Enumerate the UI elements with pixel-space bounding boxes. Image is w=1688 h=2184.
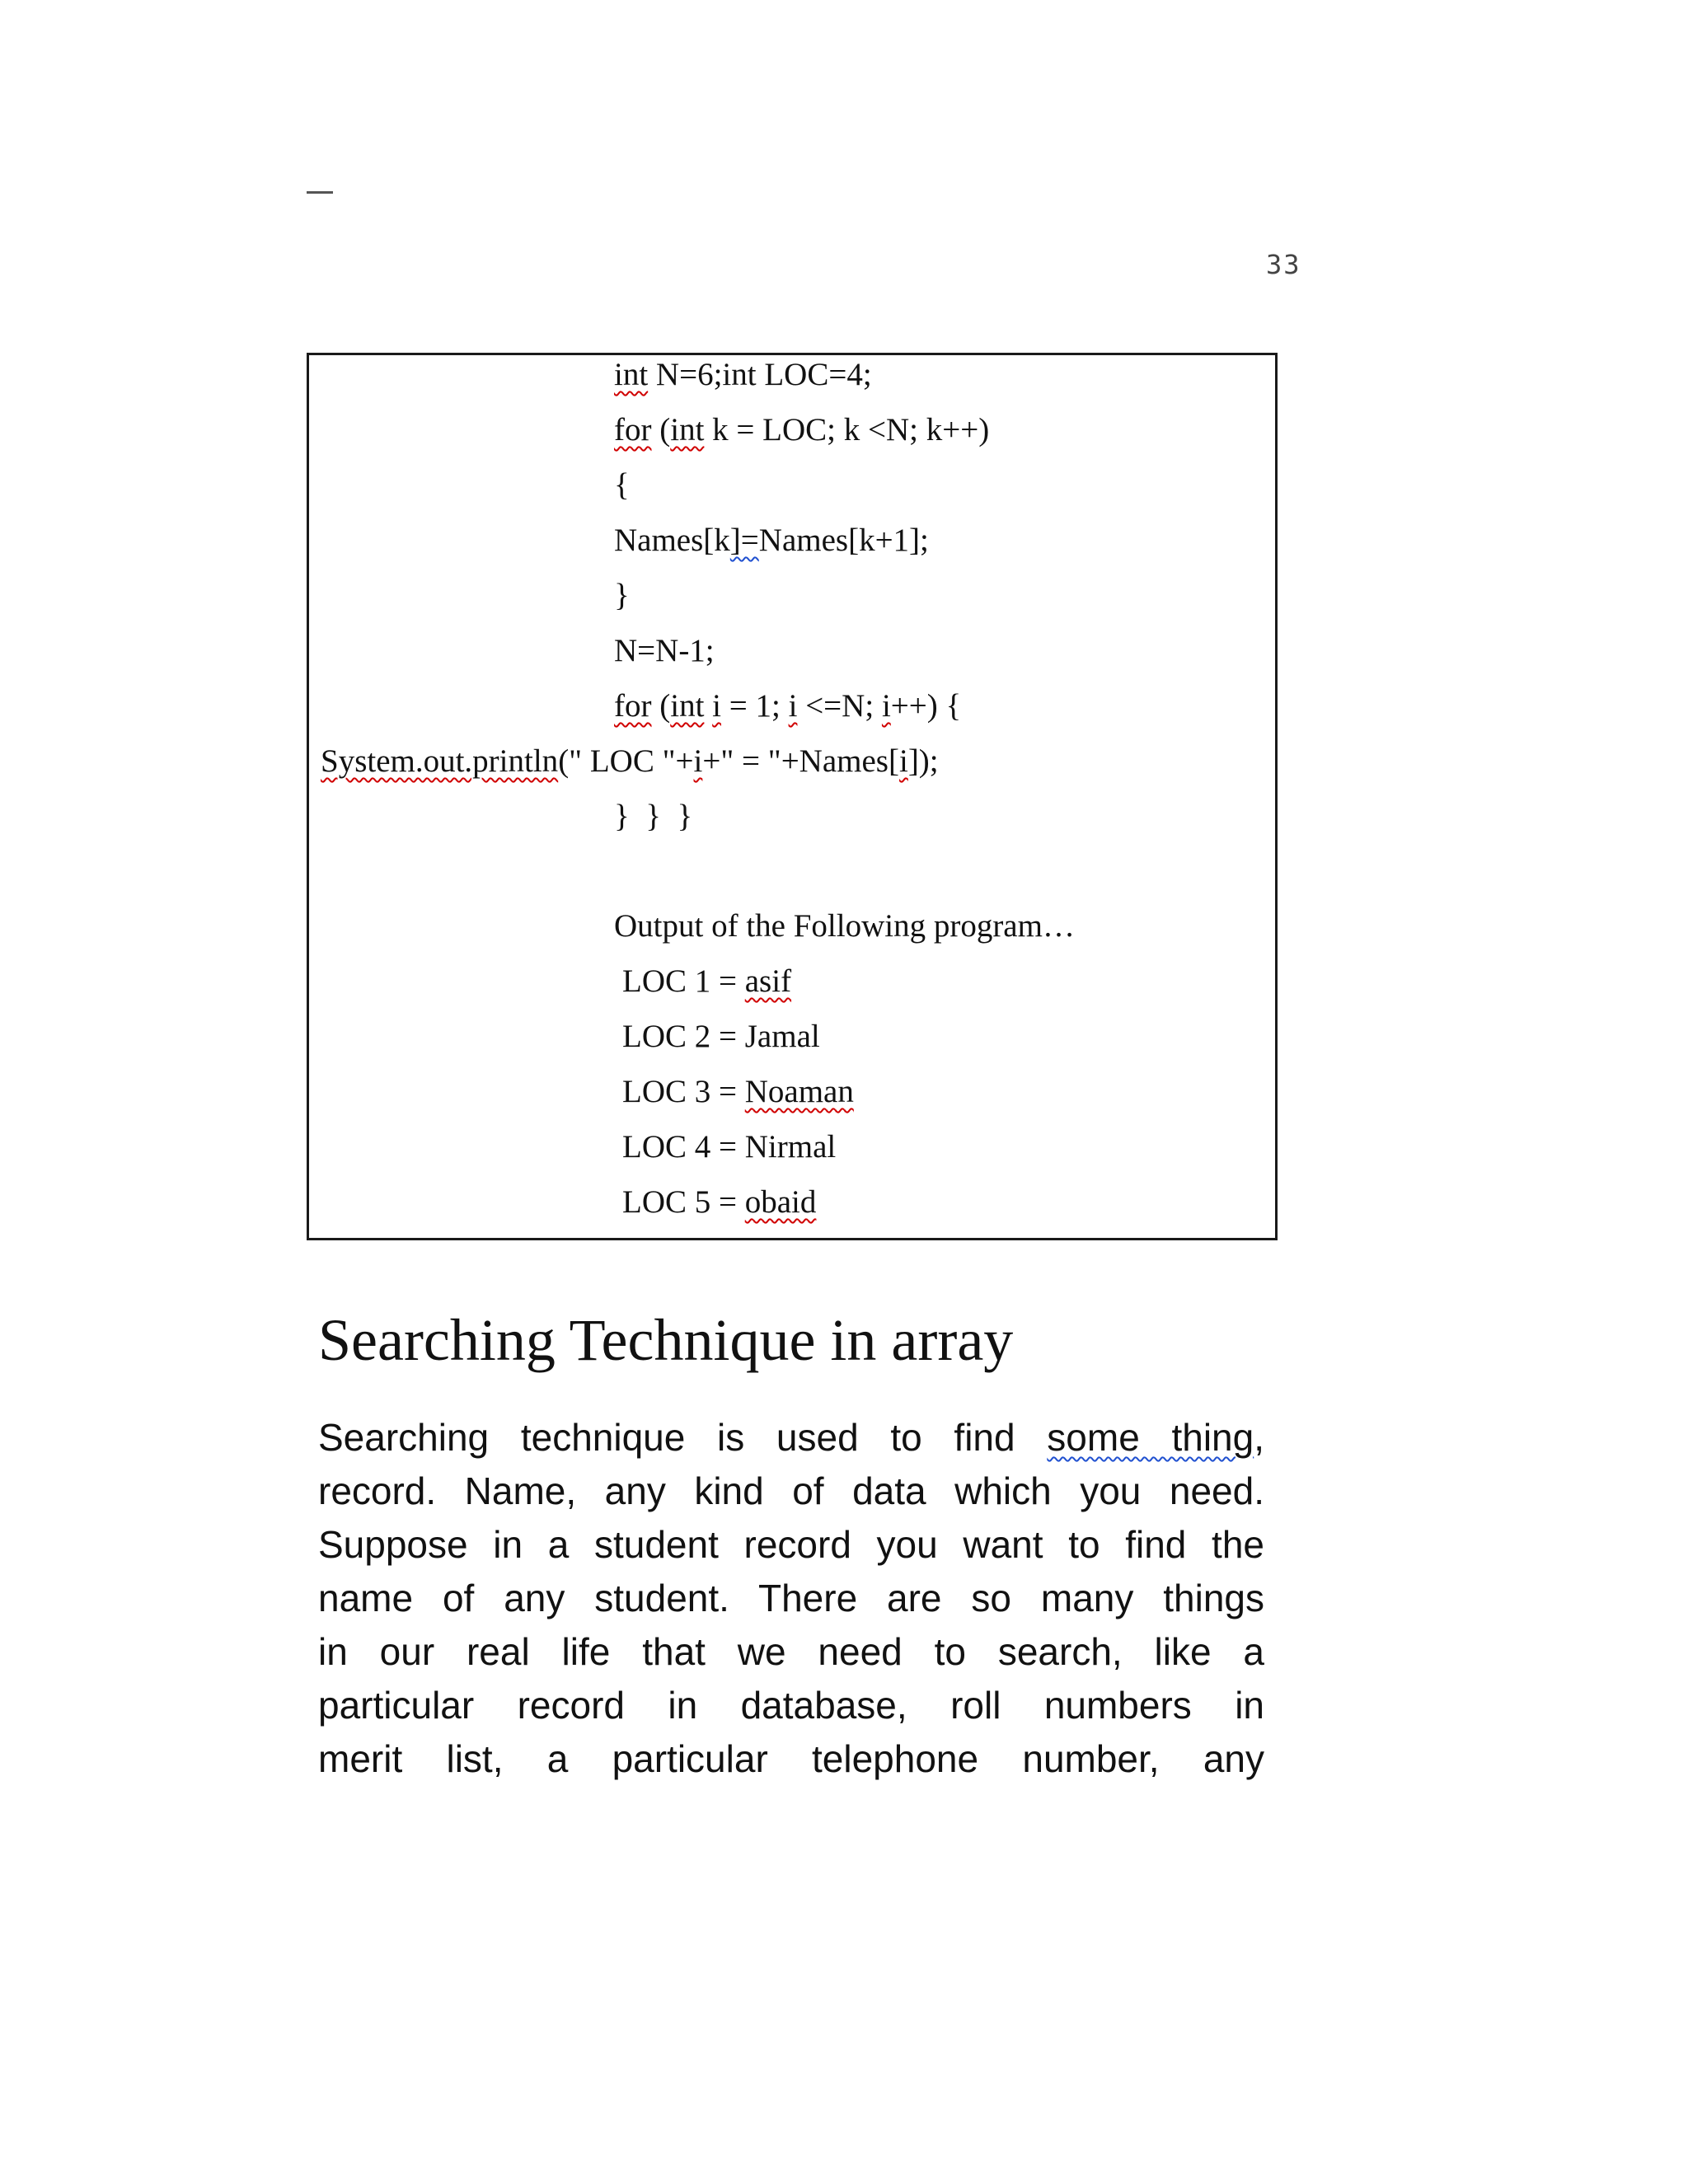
code-line-1 xyxy=(614,359,872,391)
code-token: i xyxy=(712,688,721,724)
paragraph-line-3: Suppose in a student record you want to find the xyxy=(318,1523,1264,1566)
output-prefix: LOC 3 = xyxy=(622,1074,745,1109)
output-prefix: LOC 1 = xyxy=(622,963,745,999)
code-line-5: } xyxy=(614,578,630,613)
body-paragraph xyxy=(318,1411,1264,1786)
code-text: k = LOC; k <N; k++) xyxy=(704,412,990,448)
paragraph-line-5: in our real life that we need to search, like a xyxy=(318,1630,1264,1673)
code-text: +" = "+Names[ xyxy=(702,743,899,779)
code-token: i xyxy=(881,688,891,724)
code-text: ( xyxy=(651,412,671,448)
code-text: N=6;int LOC=4; xyxy=(648,357,872,392)
code-token: i xyxy=(693,743,703,779)
output-prefix: LOC 4 = xyxy=(622,1129,745,1165)
paragraph-line-4: name of any student. There are so many things xyxy=(318,1577,1264,1619)
code-line-4 xyxy=(614,524,929,556)
output-line-4 xyxy=(622,1131,836,1163)
code-text: Names[k xyxy=(614,523,730,558)
code-line-6: N=N-1; xyxy=(614,633,715,668)
code-line-3: { xyxy=(614,467,630,503)
output-line-2 xyxy=(622,1020,820,1052)
code-text xyxy=(704,688,712,724)
code-text: Names[k+1]; xyxy=(758,523,929,558)
code-box xyxy=(307,353,1278,1240)
output-name: Noaman xyxy=(744,1074,854,1109)
code-token: for xyxy=(614,688,652,724)
code-text: = 1; xyxy=(721,688,789,724)
output-line-5 xyxy=(622,1186,816,1218)
code-token: int xyxy=(670,412,705,448)
code-token: System.out.println xyxy=(321,743,559,779)
paragraph-line-1 xyxy=(318,1411,1264,1465)
code-text: <=N; xyxy=(797,688,882,724)
code-line-9: } } } xyxy=(614,799,693,834)
code-token: int xyxy=(614,357,649,392)
paragraph-line-6: particular record in database, roll numbers in xyxy=(318,1684,1264,1727)
output-line-3 xyxy=(622,1076,854,1108)
code-text: (" LOC "+ xyxy=(558,743,694,779)
output-prefix: LOC 2 = xyxy=(622,1019,745,1054)
output-name: asif xyxy=(744,963,792,999)
code-token: int xyxy=(670,688,705,724)
code-line-8 xyxy=(321,745,939,777)
paragraph-text: , xyxy=(1254,1416,1265,1459)
output-prefix: LOC 5 = xyxy=(622,1184,745,1220)
paragraph-line-7: merit list, a particular telephone number, any xyxy=(318,1737,1264,1780)
section-heading: Searching Technique in array xyxy=(318,1307,1014,1373)
header-dash xyxy=(307,191,333,194)
page-number: 33 xyxy=(1266,249,1301,280)
code-line-7 xyxy=(614,690,961,722)
paragraph-line-2: record. Name, any kind of data which you need. xyxy=(318,1469,1264,1512)
code-token: ]= xyxy=(729,523,759,558)
paragraph-text: Searching technique is used to find xyxy=(318,1416,1048,1459)
output-name: obaid xyxy=(744,1184,817,1220)
output-line-1 xyxy=(622,965,791,997)
code-token: for xyxy=(614,412,652,448)
code-token: i xyxy=(788,688,798,724)
paragraph-token: some thing xyxy=(1047,1416,1254,1459)
output-name: Jamal xyxy=(744,1019,820,1054)
code-token: i xyxy=(898,743,908,779)
code-text: ++) { xyxy=(890,688,962,724)
code-text: ]); xyxy=(907,743,939,779)
output-name: Nirmal xyxy=(744,1129,837,1165)
output-heading: Output of the Following program… xyxy=(614,908,1075,944)
code-line-2 xyxy=(614,414,989,446)
code-text: ( xyxy=(651,688,671,724)
